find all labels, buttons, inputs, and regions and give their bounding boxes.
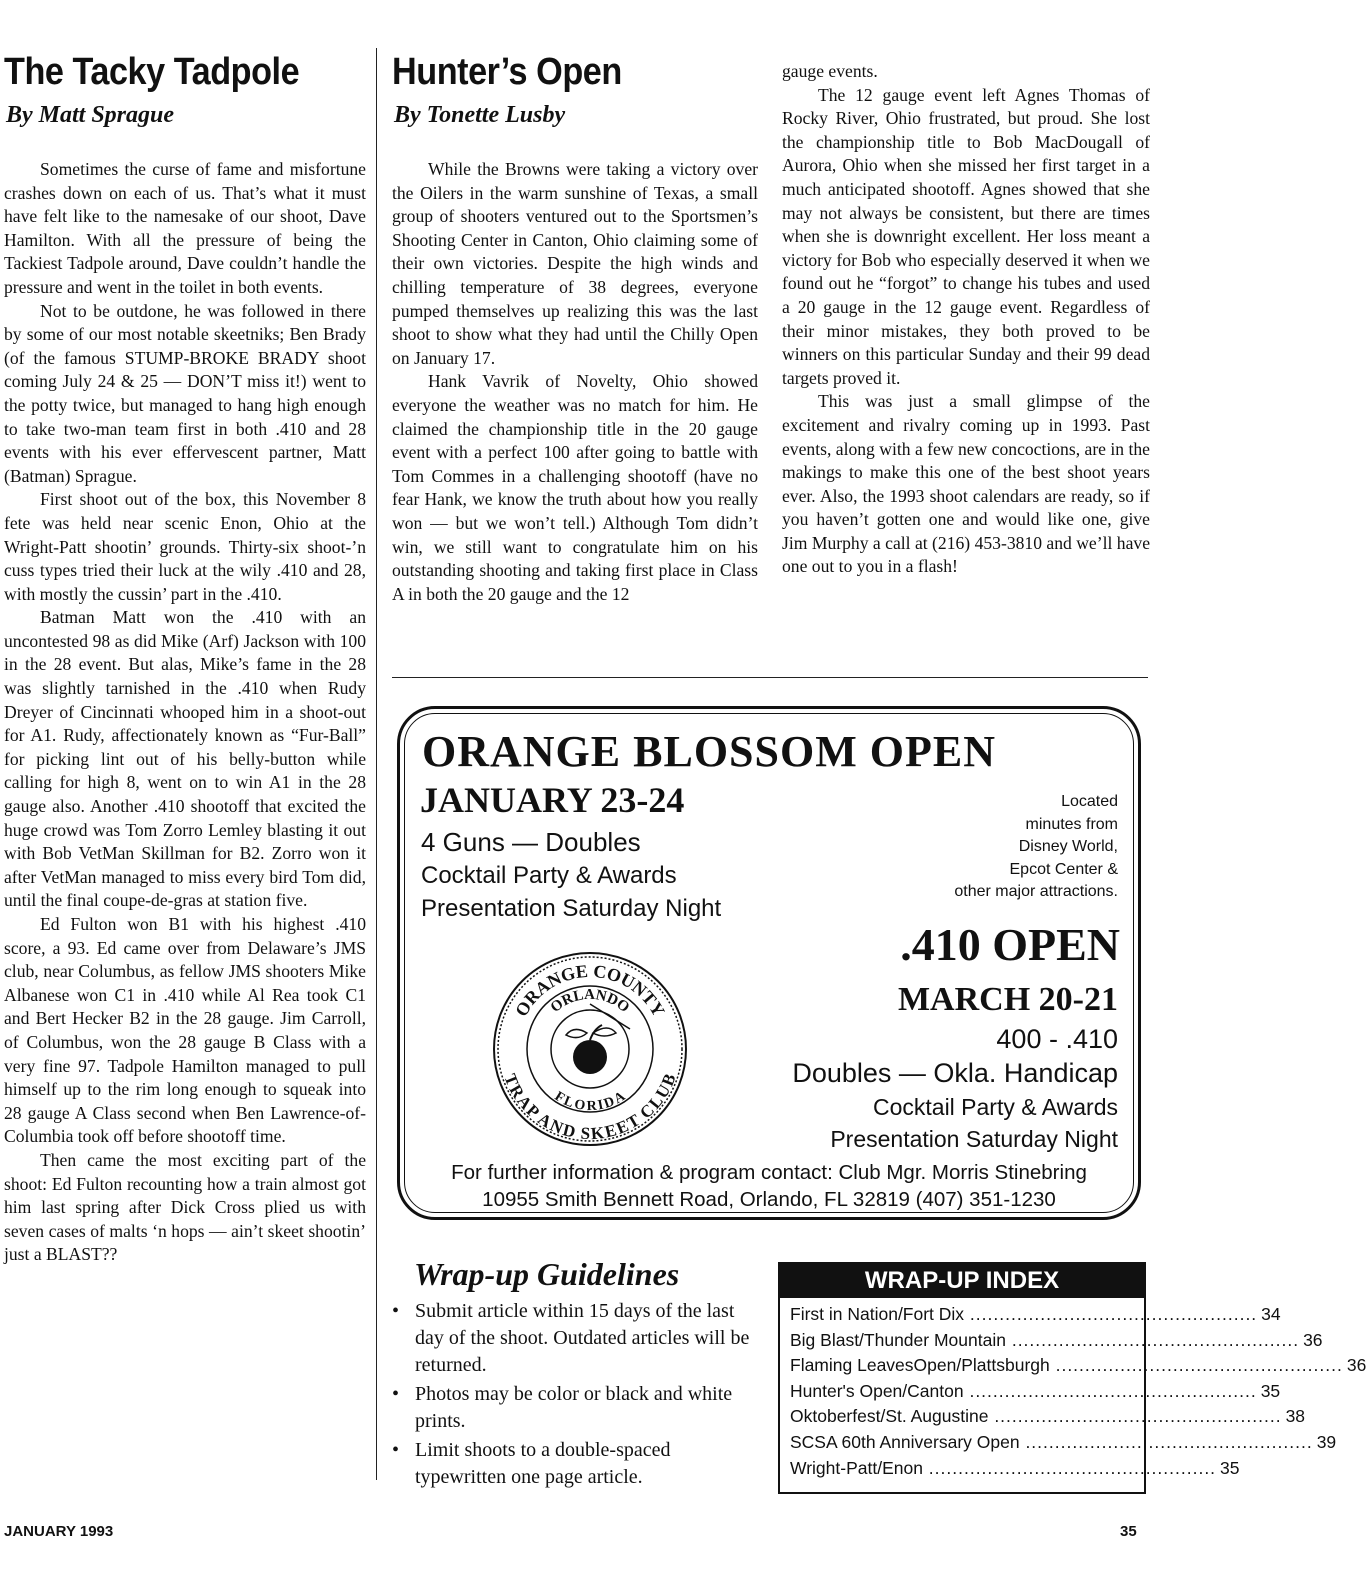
svg-text:ORLANDO: ORLANDO <box>547 986 633 1016</box>
wrap-up-guidelines <box>388 1254 764 1493</box>
location-line: Located <box>1061 793 1118 810</box>
index-leader-dots: ................................................. <box>1019 1431 1313 1452</box>
wrap-up-index <box>778 1262 1366 1494</box>
ad-contact-address: 10955 Smith Bennett Road, Orlando, FL 32819 (407) 351-1230 <box>482 1188 1056 1211</box>
index-leader-dots: ................................................. <box>1049 1355 1343 1376</box>
paragraph: Then came the most exciting part of the shoot: Ed Fulton recounting how a train almost got him last spring after Dick Cross plied us with seven cases of malts ‘n hops — ain’t skeet shootin’ just a BLAST?? <box>4 1149 366 1265</box>
column-divider <box>376 48 377 1480</box>
index-row <box>780 1379 1281 1405</box>
paragraph: The 12 gauge event left Agnes Thomas of Rocky River, Ohio frustrated, but proud. She lost the championship title to Bob MacDougall of Aurora, Ohio when she missed her first target in a much anticipated shootoff. Agnes showed that she may not always be consistent, but there are times when she is downright excellent. Her loss meant a victory for Bob who especially deserved it when we found out he “forgot” to change his tubes and used a 20 gauge in the 12 gauge event. Regardless of their minor mistakes, they both proved to be winners on this particular Sunday and their 99 dead targets proved it. <box>782 84 1150 388</box>
index-entry-page: 36 <box>1303 1329 1323 1350</box>
ad-date-march: MARCH 20-21 <box>897 981 1118 1018</box>
club-seal-logo <box>490 949 690 1149</box>
index-entry-title: SCSA 60th Anniversary Open <box>790 1431 1020 1452</box>
index-entry-title: Hunter's Open/Canton <box>790 1380 964 1401</box>
guidelines-list <box>388 1298 764 1491</box>
index-entry-page: 39 <box>1316 1431 1337 1452</box>
footer-page-number: 35 <box>1120 1523 1137 1540</box>
index-entry-page: 35 <box>1260 1380 1281 1401</box>
svg-text:TRAP AND SKEET CLUB: TRAP AND SKEET CLUB <box>500 1071 680 1144</box>
bullet-icon: • <box>392 1439 400 1461</box>
location-line: Epcot Center & <box>1009 860 1118 878</box>
list-item <box>388 1437 764 1491</box>
guideline-text: Photos may be color or black and white prints. <box>415 1383 733 1432</box>
ad-event-line: Cocktail Party & Awards <box>872 1094 1118 1120</box>
ad-event-line: Presentation Saturday Night <box>830 1126 1118 1152</box>
index-leader-dots: ................................................. <box>963 1380 1257 1401</box>
article-tacky-tadpole <box>4 50 366 1267</box>
article-title: Hunter’s Open <box>392 51 622 93</box>
index-row <box>780 1328 1323 1354</box>
paragraph: This was just a small glimpse of the excitement and rivalry coming up in 1993. Past events, along with a few new concoctions, are in the makings to make this one of the best shoot years ever. Also, the 1993 shoot calendars are ready, so if you haven’t gotten one and would like one, give Jim Murphy a call at (216) 453-3810 and we’ll have one out to you in a flash! <box>782 391 1150 577</box>
paragraph: Batman Matt won the .410 with an uncontested 98 as did Mike (Arf) Jackson with 100 in the 28 event. But alas, Mike’s fame in the 28 was slightly tarnished in the .410 when Rudy Dreyer of Cincinnati whooped him in a shoot-out for A1. Rudy, affectionately known as “Fur-Ball” for picking lint out of his belly-button while calling for high 8, went on to win A1 in the 28 gauge also. Another .410 shootoff that excited the huge crowd was Tom Zorro Lemley blasting it out with Bob VetMan Skillman for B2. Zorro won it after VetMan managed to miss every bird Tom did, until the final coupe-de-gras at station five. <box>4 607 366 911</box>
article-hunters-open <box>392 50 758 606</box>
paragraph: gauge events. <box>782 61 878 81</box>
index-title: WRAP-UP INDEX <box>780 1264 1144 1298</box>
index-row <box>780 1353 1366 1379</box>
list-item <box>388 1298 764 1379</box>
article-title: The Tacky Tadpole <box>4 51 300 93</box>
article-body <box>782 60 1150 579</box>
section-divider <box>392 677 1148 678</box>
article-hunters-open-continued <box>782 60 1150 579</box>
index-entry-title: Flaming LeavesOpen/Plattsburgh <box>790 1355 1050 1376</box>
ad-event-line: 4 Guns — Doubles <box>421 827 641 857</box>
svg-text:FLORIDA: FLORIDA <box>551 1089 629 1115</box>
ad-event-line: Doubles — Okla. Handicap <box>792 1058 1118 1088</box>
orange-blossom-open-ad <box>397 706 1141 1220</box>
index-leader-dots: ................................................. <box>1005 1329 1300 1350</box>
bullet-icon: • <box>392 1383 400 1405</box>
paragraph: Ed Fulton won B1 with his highest .410 score, a 93. Ed came over from Delaware’s JMS club, near Columbus, as fellow JMS shooters Mike Albanese won C1 in .410 while Al Rea took C1 and Bert Hecker B2 in the 28 gauge. Jim Carroll, of Columbus, won the 28 gauge B Class with a very fine 97. Tadpole Hamilton managed to pull himself up to the rim long enough to squeak into 28 gauge A Class second when Ben Lawrence-of-Columbia took off before shootoff time. <box>4 914 366 1147</box>
ad-date-january: JANUARY 23-24 <box>420 780 685 820</box>
guidelines-title: Wrap-up Guidelines <box>414 1256 680 1292</box>
svg-text:ORANGE COUNTY: ORANGE COUNTY <box>511 960 669 1020</box>
ad-title-410: .410 OPEN <box>900 919 1120 970</box>
article-byline: By Matt Sprague <box>6 102 175 128</box>
footer-issue-date: JANUARY 1993 <box>4 1523 114 1540</box>
list-item <box>388 1381 764 1435</box>
ad-title: ORANGE BLOSSOM OPEN <box>422 727 996 776</box>
paragraph: Sometimes the curse of fame and misfortune crashes down on each of us. That’s what it must have felt like to the namesake of our shoot, Dave Hamilton. With all the pressure of being the Tackiest Tadpole around, Dave couldn’t handle the pressure and went in the toilet in both events. <box>4 159 366 297</box>
index-entry-title: Oktoberfest/St. Augustine <box>790 1406 989 1427</box>
index-entry-title: First in Nation/Fort Dix <box>790 1304 965 1324</box>
article-body <box>4 158 366 1267</box>
index-entry-page: 38 <box>1285 1406 1306 1427</box>
paragraph: Hank Vavrik of Novelty, Ohio showed everyone the weather was no match for him. He claimed the championship title in the 20 gauge event with a perfect 100 after going to battle with Tom Commes in a challenging shootoff (have no fear Hank, we know the truth about how you really won — but we won’t tell.) Although Tom didn’t win, we still want to congratulate him on his outstanding shooting and taking first place in Class A in both the 20 gauge and the 12 <box>392 371 758 604</box>
index-row <box>780 1302 1281 1328</box>
article-body <box>392 158 758 606</box>
paragraph: First shoot out of the box, this November 8 fete was held near scenic Enon, Ohio at the Wright-Patt shootin’ grounds. Thirty-six shoot-’n cuss types tried their luck at the wily .410 and 28, with mostly the cussin’ part in the .410. <box>4 489 366 604</box>
ad-contact-line: For further information & program contact: Club Mgr. Morris Stinebring <box>451 1161 1087 1184</box>
index-row <box>780 1430 1337 1456</box>
index-entry-page: 35 <box>1220 1457 1240 1478</box>
index-entry-title: Wright-Patt/Enon <box>790 1457 923 1478</box>
index-leader-dots: ................................................. <box>964 1304 1258 1324</box>
location-line: Disney World, <box>1018 838 1118 855</box>
ad-event-line: Cocktail Party & Awards <box>421 862 677 889</box>
location-line: minutes from <box>1025 815 1118 833</box>
guideline-text: Submit article within 15 days of the last day of the shoot. Outdated articles will be returned. <box>415 1300 750 1376</box>
ad-event-line: Presentation Saturday Night <box>421 895 722 922</box>
guideline-text: Limit shoots to a double-spaced typewritten one page article. <box>415 1439 671 1488</box>
index-leader-dots: ................................................. <box>922 1457 1217 1478</box>
index-row <box>780 1404 1306 1430</box>
index-entry-title: Big Blast/Thunder Mountain <box>790 1329 1006 1350</box>
location-line: other major attractions. <box>954 883 1118 900</box>
paragraph: While the Browns were taking a victory over the Oilers in the warm sunshine of Texas, a small group of shooters ventured out to the Sportsmen’s Shooting Center in Canton, Ohio claiming some of their own victories. Despite the high winds and chilling temperature of 38 degrees, everyone pumped themselves up realizing this was the last shoot to show what they had until the Chilly Open on January 17. <box>392 159 758 368</box>
index-entry-page: 36 <box>1346 1355 1366 1376</box>
paragraph: Not to be outdone, he was followed in there by some of our most notable skeetniks; Ben Brady (of the famous STUMP-BROKE BRADY shoot coming July 24 & 25 — DON’T miss it!) went to the potty twice, but managed to hang high enough to take two-man team first in both .410 and 28 events with his ever effervescent partner, Matt (Batman) Sprague. <box>4 300 366 486</box>
ad-location-note <box>928 791 1118 904</box>
bullet-icon: • <box>392 1300 400 1322</box>
index-row <box>780 1456 1240 1482</box>
ad-event-line: 400 - .410 <box>996 1024 1118 1054</box>
index-leader-dots: ................................................. <box>988 1406 1282 1427</box>
article-byline: By Tonette Lusby <box>394 102 566 128</box>
index-entry-page: 34 <box>1261 1304 1281 1324</box>
